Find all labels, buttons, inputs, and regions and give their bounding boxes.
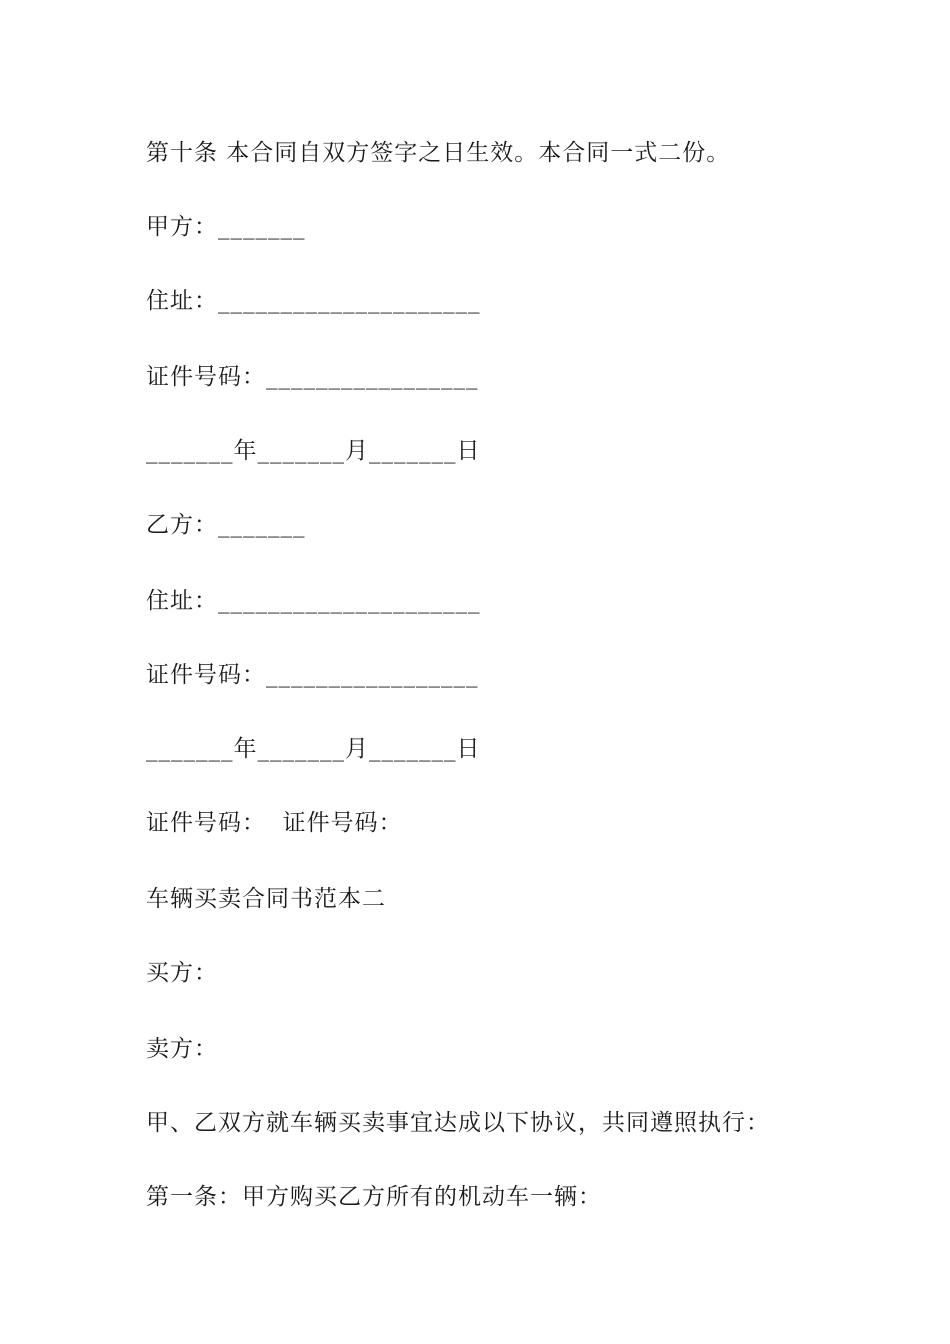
- sample-two-title: 车辆买卖合同书范本二: [146, 886, 386, 912]
- buyer-label: 买方：: [146, 960, 218, 986]
- party-a-id-number-field: 证件号码：_________________: [146, 364, 479, 390]
- id-number-labels: 证件号码： 证件号码：: [146, 810, 403, 836]
- agreement-intro-paragraph: 甲、乙双方就车辆买卖事宜达成以下协议，共同遵照执行：: [146, 1110, 770, 1136]
- party-a-date-field: _______年_______月_______日: [146, 438, 481, 464]
- party-a-signature-field: 甲方：_______: [146, 214, 306, 240]
- clause-10-effective: 第十条 本合同自双方签字之日生效。本合同一式二份。: [146, 140, 731, 166]
- party-b-id-number-field: 证件号码：_________________: [146, 662, 479, 688]
- party-b-address-field: 住址：_____________________: [146, 588, 481, 614]
- party-b-signature-field: 乙方：_______: [146, 512, 306, 538]
- party-b-date-field: _______年_______月_______日: [146, 736, 481, 762]
- party-a-address-field: 住址：_____________________: [146, 288, 481, 314]
- clause-1-purchase: 第一条：甲方购买乙方所有的机动车一辆：: [146, 1184, 602, 1210]
- seller-label: 卖方：: [146, 1036, 218, 1062]
